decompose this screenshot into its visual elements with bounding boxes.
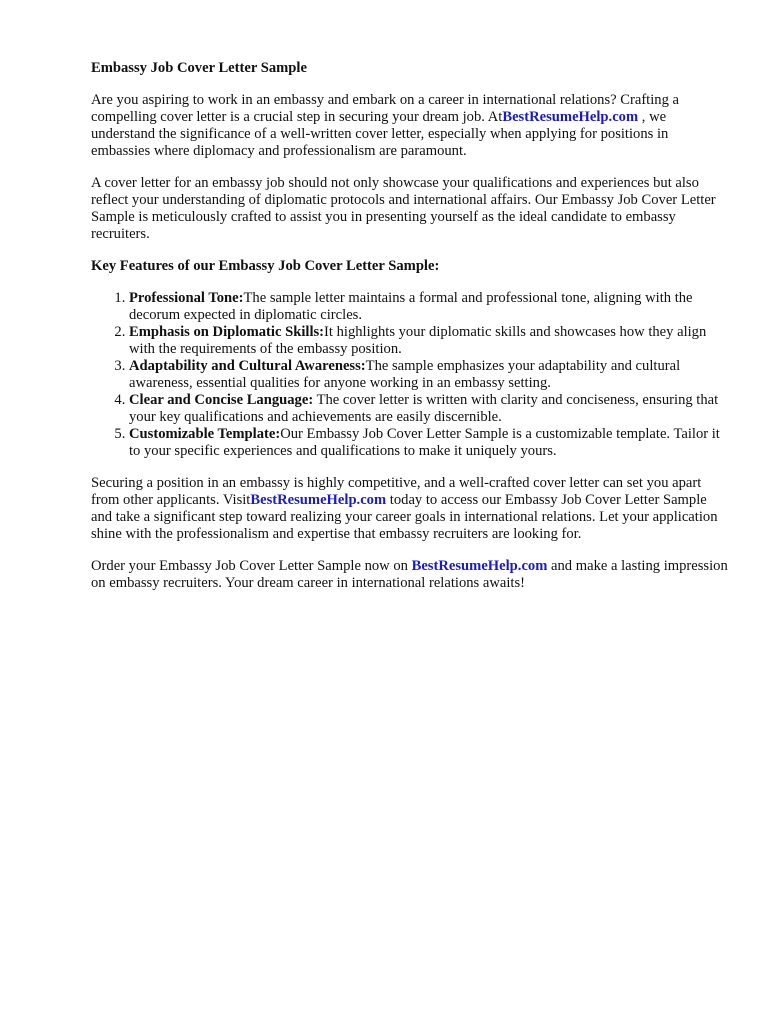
feature-term: Clear and Concise Language: — [129, 392, 314, 408]
feature-text: It highlights your diplomatic skills and showcases how they align with the requirements of the embassy position. — [129, 324, 707, 357]
feature-term: Adaptability and Cultural Awareness: — [129, 358, 366, 374]
feature-item — [129, 358, 728, 392]
feature-term: Professional Tone: — [129, 290, 244, 306]
feature-item — [129, 324, 728, 358]
paragraph-4-after: today to access our Embassy Job Cover Letter Sample and take a significant step toward realizing your career goals in international relations. Let your application shine with the professionalism and expertise that embassy recruiters are looking for. — [91, 492, 718, 542]
paragraph-4-before: Securing a position in an embassy is highly competitive, and a well-crafted cover letter can set you apart from other applicants. Visit — [91, 475, 702, 508]
intro-text-before: Are you aspiring to work in an embassy and embark on a career in international relations? Crafting a compelling cover letter is a crucial step in securing your dream job. At — [91, 92, 680, 125]
bestresumehelp-link-3[interactable]: BestResumeHelp.com — [411, 558, 548, 574]
intro-text-after: , we understand the significance of a well-written cover letter, especially when applying for positions in embassies where diplomacy and professionalism are paramount. — [91, 109, 669, 159]
paragraph-4 — [91, 475, 728, 543]
feature-text: The cover letter is written with clarity and conciseness, ensuring that your key qualifications and achievements are easily discernible. — [129, 392, 719, 425]
feature-text: The sample emphasizes your adaptability and cultural awareness, essential qualities for anyone working in an embassy setting. — [129, 358, 681, 391]
bestresumehelp-link-1[interactable]: BestResumeHelp.com — [502, 109, 639, 125]
paragraph-5-after: and make a lasting impression on embassy recruiters. Your dream career in international relations awaits! — [91, 558, 728, 591]
feature-term: Emphasis on Diplomatic Skills: — [129, 324, 325, 340]
features-heading: Key Features of our Embassy Job Cover Letter Sample: — [91, 258, 440, 274]
feature-item — [129, 290, 728, 324]
feature-item — [129, 392, 728, 426]
features-list — [91, 290, 728, 460]
paragraph-2: A cover letter for an embassy job should not only showcase your qualifications and experiences but also reflect your understanding of diplomatic protocols and international affairs. Our Embassy Job Cover Letter Sample is meticulously crafted to assist you in presenting yourself as the ideal candidate to embassy recruiters. — [91, 175, 716, 242]
intro-paragraph — [91, 92, 728, 160]
bestresumehelp-link-2[interactable]: BestResumeHelp.com — [250, 492, 387, 508]
paragraph-5 — [91, 558, 728, 592]
document-title: Embassy Job Cover Letter Sample — [91, 60, 307, 76]
feature-term: Customizable Template: — [129, 426, 281, 442]
feature-text: Our Embassy Job Cover Letter Sample is a customizable template. Tailor it to your specific experiences and qualifications to make it uniquely yours. — [129, 426, 720, 459]
feature-item — [129, 426, 728, 460]
feature-text: The sample letter maintains a formal and professional tone, aligning with the decorum expected in diplomatic circles. — [129, 290, 693, 323]
paragraph-5-before: Order your Embassy Job Cover Letter Sample now on — [91, 558, 412, 574]
